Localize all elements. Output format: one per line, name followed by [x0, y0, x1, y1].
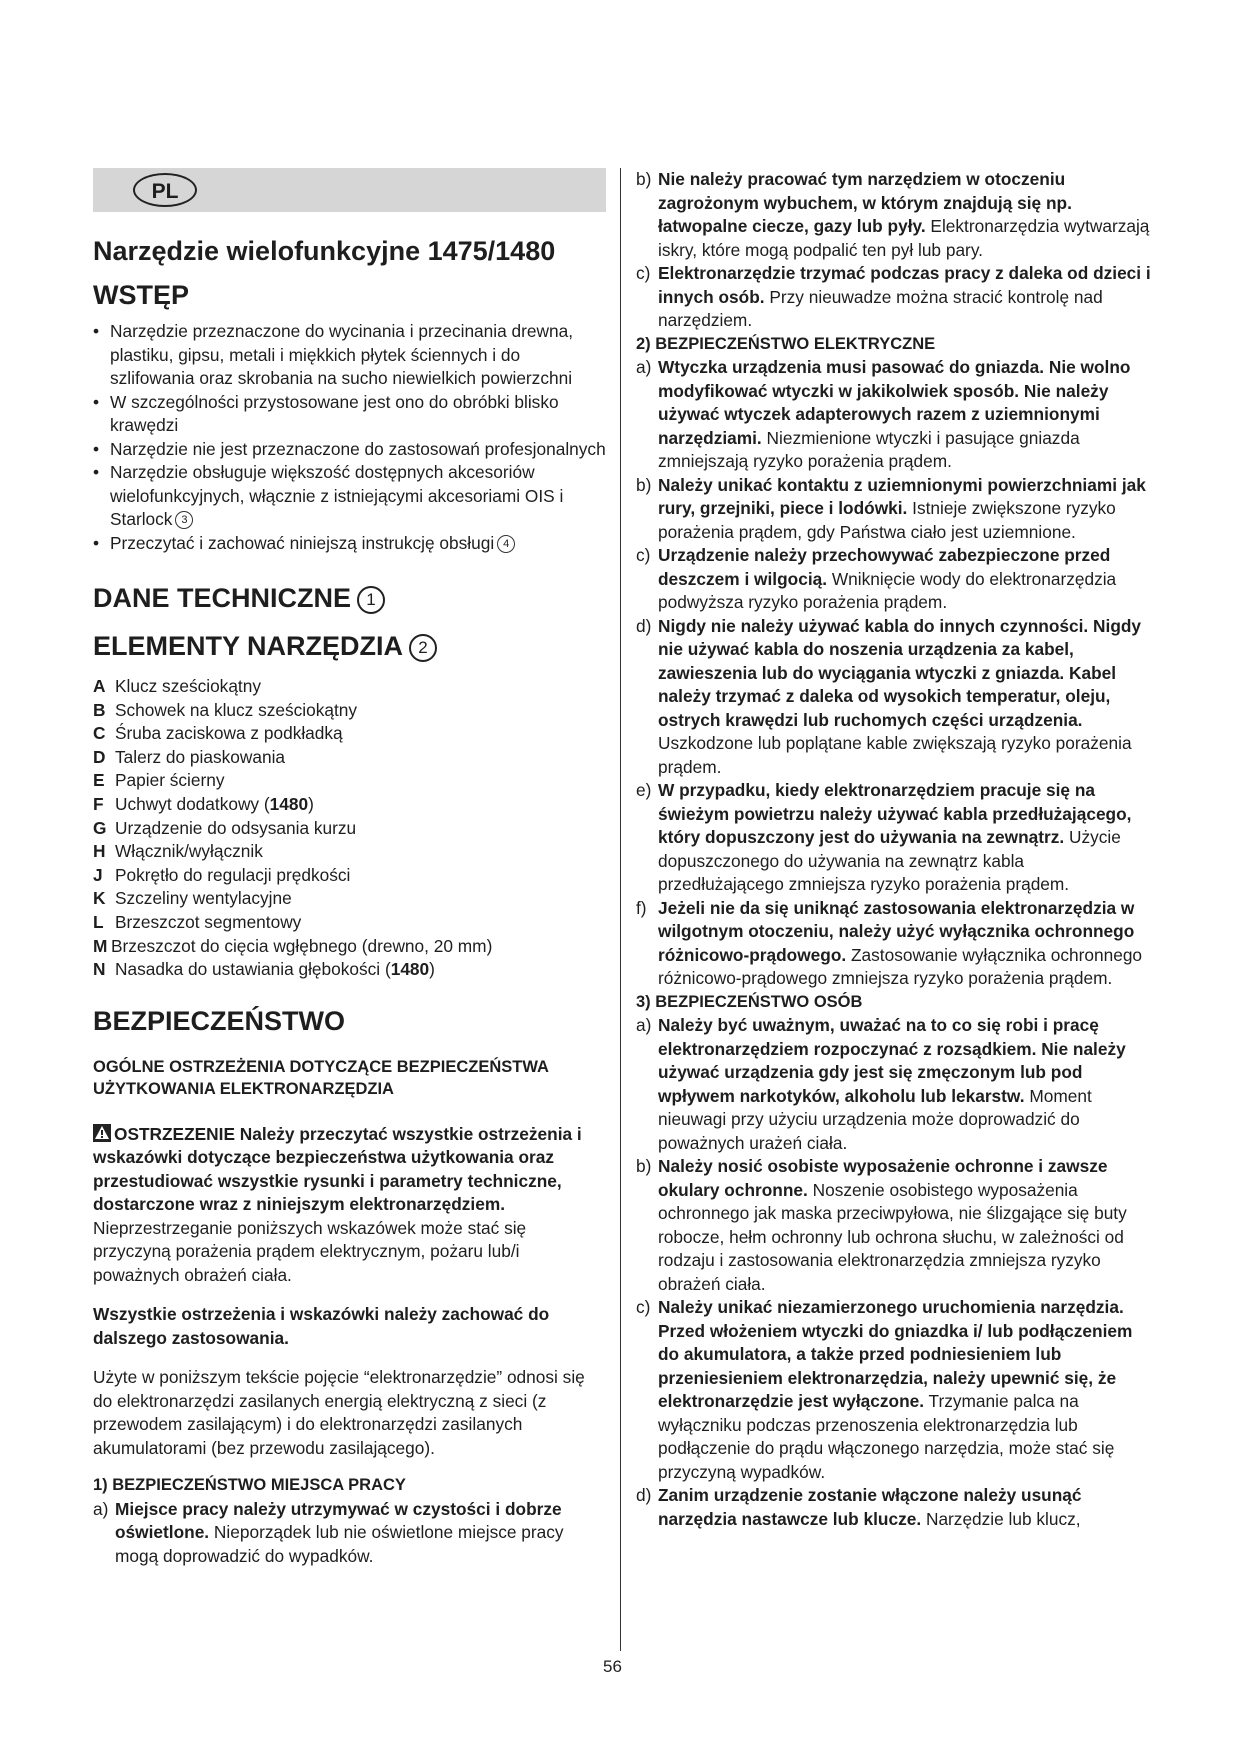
warning-paragraph: OSTRZEZENIE Należy przeczytać wszystkie ostrzeżenia i wskazówki dotyczące bezpieczeństwa użytkowania oraz przestudiować wszystkie rysunki i parametry techniczne, dostarczone wraz z niniejszym elektronarzędziem. Nieprzestrzeganie poniższych wskazówek może stać się przyczyną porażenia prądem elektrycznym, pożaru lub/i poważnych obrażeń ciała. [93, 1123, 582, 1285]
list-item: H Włącznik/wyłącznik [93, 841, 263, 862]
list-item: E Papier ścierny [93, 770, 225, 791]
list-item: N Nasadka do ustawiania głębokości (1480) [93, 959, 435, 980]
elements-heading: ELEMENTY NARZĘDZIA 2 [93, 627, 606, 665]
list-item: G Urządzenie do odsysania kurzu [93, 817, 357, 838]
definition-paragraph: Użyte w poniższym tekście pojęcie “elektronarzędzie” odnosi się do elektronarzędzi zasilanych energią elektryczną z sieci (z przewodem zasilającym) i do elektronarzędzi zasilanych akumulatorami (bez przewodu zasilającego). [93, 1367, 585, 1458]
safety-heading: BEZPIECZEŃSTWO [93, 1005, 346, 1036]
list-item: • Narzędzie przeznaczone do wycinania i przecinania drewna, plastiku, gipsu, metali i miękkich płytek ściennych i do szlifowania oraz skrobania na sucho niewielkich powierzchni [93, 320, 606, 391]
list-item: • Narzędzie obsługuje większość dostępnych akcesoriów wielofunkcyjnych, włącznie z istniejącymi akcesoriami OIS i Starlock 3 [93, 461, 606, 532]
safety-item: b) Należy nosić osobiste wyposażenie ochronne i zawsze okulary ochronne. Noszenie osobistego wyposażenia ochronnego jak maska przeciwpyłowa, nie ślizgające się buty robocze, hełm ochronny lub ochrona słuchu, w zależności od rodzaju i zastosowania elektronarzędzia zmniejsza ryzyko obrażeń ciała. [636, 1156, 1127, 1294]
keep-instructions: Wszystkie ostrzeżenia i wskazówki należy zachować do dalszego zastosowania. [93, 1304, 550, 1348]
figure-ref: 2 [409, 634, 437, 662]
list-item: A Klucz sześciokątny [93, 676, 261, 696]
safety-item: a) Należy być uważnym, uważać na to co się robi i pracę elektronarzędziem rozpoczynać z rozsądkiem. Nie należy używać urządzenia gdy jest się zmęczonym lub pod wpływem narkotyków, alkoholu lub lekarstw. Moment nieuwagi przy użyciu urządzenia może doprowadzić do poważnych urażeń ciała. [636, 1015, 1126, 1153]
figure-ref: 4 [497, 535, 515, 553]
list-item: • Narzędzie nie jest przeznaczone do zastosowań profesjonalnych [93, 438, 606, 462]
warning-icon [93, 1124, 111, 1142]
language-badge: PL [133, 173, 197, 207]
safety-item: a) Wtyczka urządzenia musi pasować do gniazda. Nie wolno modyfikować wtyczki w jakikolwiek sposób. Nie należy używać wtyczek adapterowych razem z uziemnionymi narzędziami. Niezmienione wtyczki i pasujące gniazda zmniejszają ryzyko porażenia prądem. [636, 357, 1131, 471]
safety-item: c) Elektronarzędzie trzymać podczas pracy z daleka od dzieci i innych osób. Przy nieuwadze można stracić kontrolę nad narzędziem. [636, 263, 1151, 330]
list-item: L Brzeszczot segmentowy [93, 911, 302, 932]
section-1-heading: 1) BEZPIECZEŃSTWO MIEJSCA PRACY [93, 1476, 406, 1495]
list-item: • Przeczytać i zachować niniejszą instrukcję obsługi 4 [93, 532, 606, 556]
safety-item: b) Nie należy pracować tym narzędziem w otoczeniu zagrożonym wybuchem, w którym znajdują się np. łatwopalne ciecze, gazy lub pyły. Elektronarzędzia wytwarzają iskry, które mogą podpalić ten pył lub pary. [636, 169, 1150, 260]
figure-ref: 3 [175, 511, 193, 529]
list-item: J Pokrętło do regulacji prędkości [93, 864, 351, 885]
figure-ref: 1 [357, 586, 385, 614]
page-title: Narzędzie wielofunkcyjne 1475/1480 [93, 236, 556, 266]
list-item: F Uchwyt dodatkowy (1480) [93, 793, 314, 814]
safety-item: f) Jeżeli nie da się uniknąć zastosowania elektronarzędzia w wilgotnym otoczeniu, należy użyć wyłącznika ochronnego różnicowo-prądowego. Zastosowanie wyłącznika ochronnego różnicowo-prądowego zmniejsza ryzyko porażenia prądem. [636, 897, 1143, 988]
safety-subheading: OGÓLNE OSTRZEŻENIA DOTYCZĄCE BEZPIECZEŃSTWA UŻYTKOWANIA ELEKTRONARZĘDZIA [93, 1057, 549, 1099]
safety-item: d) Nigdy nie należy używać kabla do innych czynności. Nigdy nie używać kabla do noszenia urządzenia za kabel, zawieszenia lub do wyciągania wtyczki z gniazda. Kabel należy trzymać z daleka od wysokich temperatur, oleju, ostrych krawędzi lub ruchomych części urządzenia. Uszkodzone lub poplątane kable zwiększają ryzyko porażenia prądem. [636, 615, 1142, 777]
safety-item: e) W przypadku, kiedy elektronarzędziem pracuje się na świeżym powietrzu należy używać kabla przedłużającego, który dopuszczony jest do używania na zewnątrz. Użycie dopuszczonego do używania na zewnątrz kabla przedłużającego zmniejsza ryzyko porażenia prądem. [636, 780, 1132, 894]
list-item: C Śruba zaciskowa z podkładką [93, 723, 343, 744]
list-item: D Talerz do piaskowania [93, 746, 286, 767]
language-bar [93, 168, 606, 212]
intro-list [93, 320, 606, 555]
parts-list [93, 675, 606, 982]
list-item: B Schowek na klucz sześciokątny [93, 699, 358, 720]
section-3-heading: 3) BEZPIECZEŃSTWO OSÓB [636, 992, 863, 1011]
page-number: 56 [603, 1657, 622, 1676]
list-item: • W szczególności przystosowane jest ono do obróbki blisko krawędzi [93, 391, 606, 438]
safety-item: d) Zanim urządzenie zostanie włączone należy usunąć narzędzia nastawcze lub klucze. Narzędzie lub klucz, [636, 1485, 1082, 1529]
intro-heading: WSTĘP [93, 280, 190, 310]
safety-item: b) Należy unikać kontaktu z uziemnionymi powierzchniami jak rury, grzejniki, piece i lodówki. Istnieje zwiększone ryzyko porażenia prądem, gdy Państwa ciało jest uziemnione. [636, 474, 1146, 542]
safety-item: a) Miejsce pracy należy utrzymywać w czystości i dobrze oświetlone. Nieporządek lub nie oświetlone miejsce pracy mogą doprowadzić do wypadków. [93, 1498, 564, 1566]
list-item: K Szczeliny wentylacyjne [93, 888, 292, 909]
left-column [93, 168, 606, 1568]
section-2-heading: 2) BEZPIECZEŃSTWO ELEKTRYCZNE [636, 334, 936, 353]
safety-item: c) Należy unikać niezamierzonego uruchomienia narzędzia. Przed włożeniem wtyczki do gniazdka i/ lub podłączeniem do akumulatora, a także przed podniesieniem lub przeniesieniem elektronarzędzia, należy upewnić się, że elektronarzędzie jest wyłączone. Trzymanie palca na wyłączniku podczas przenoszenia elektronarzędzia lub podłączenie do prądu włączonego narzędzia, może stać się przyczyną wypadków. [636, 1297, 1133, 1482]
safety-item: c) Urządzenie należy przechowywać zabezpieczone przed deszczem i wilgocią. Wniknięcie wody do elektronarzędzia podwyższa ryzyko porażenia prądem. [636, 545, 1117, 612]
column-divider [620, 168, 621, 1651]
list-item: M Brzeszczot do cięcia wgłębnego (drewno, 20 mm) [93, 935, 493, 956]
right-column [636, 168, 1152, 1531]
tech-heading: DANE TECHNICZNE 1 [93, 579, 606, 617]
